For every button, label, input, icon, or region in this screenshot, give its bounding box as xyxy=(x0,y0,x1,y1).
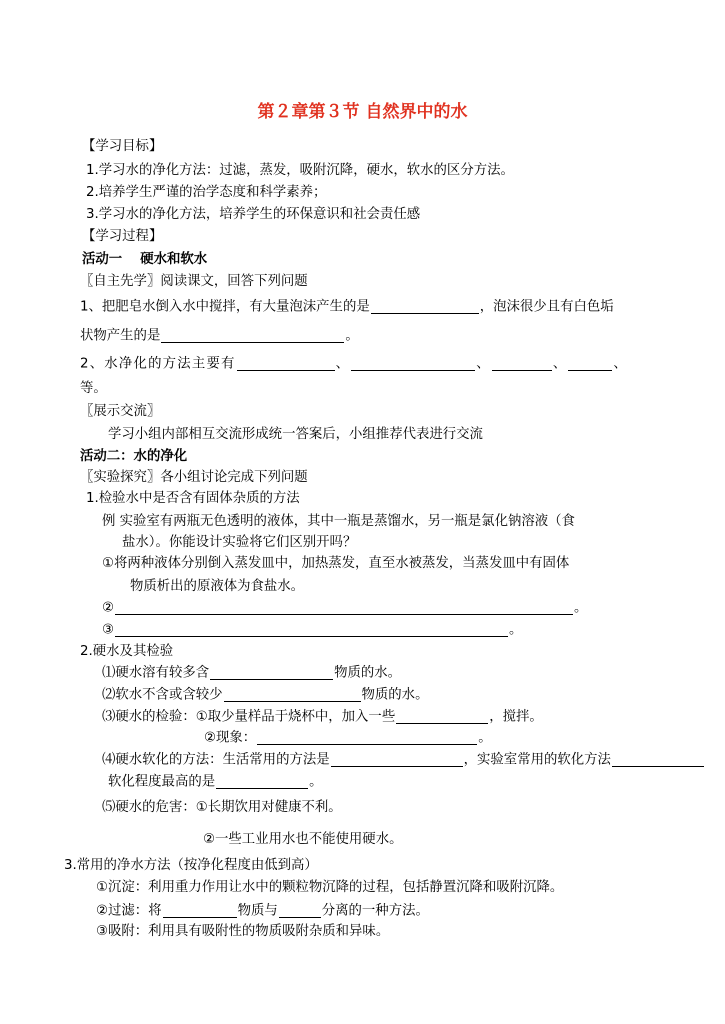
purify-method-2: ②过滤：将 物质与 分离的一种方法。 xyxy=(96,903,429,919)
answer-blank[interactable] xyxy=(257,731,477,745)
method-2: ② 。 xyxy=(102,600,588,616)
answer-blank[interactable] xyxy=(279,904,321,918)
answer-blank[interactable] xyxy=(115,601,573,615)
goal-item: 1.学习水的净化方法：过滤，蒸发，吸附沉降，硬水，软水的区分方法。 xyxy=(86,163,514,178)
purify-method-1: ①沉淀：利用重力作用让水中的颗粒物沉降的过程，包括静置沉降和吸附沉降。 xyxy=(96,880,564,895)
explore-heading: 〖实验探究〗各小组讨论完成下列问题 xyxy=(80,470,308,485)
example-text: 盐水）。你能设计实验将它们区别开吗？ xyxy=(122,535,357,550)
activity-one-title: 活动一 硬水和软水 xyxy=(82,252,208,267)
question-2-cont: 等。 xyxy=(80,381,107,396)
hard-water-def: ⑴硬水溶有较多含 物质的水。 xyxy=(102,665,402,681)
self-study-heading: 〖自主先学〗阅读课文，回答下列问题 xyxy=(80,274,308,289)
question-1-cont: 状物产生的是 。 xyxy=(80,328,359,344)
answer-blank[interactable] xyxy=(161,329,344,343)
example-text: 例 实验室有两瓶无色透明的液体，其中一瓶是蒸馏水，另一瓶是氯化钠溶液（食 xyxy=(102,514,575,529)
section-1-heading: 1.检验水中是否含有固体杂质的方法 xyxy=(86,491,300,506)
softening-best: 软化程度最高的是 。 xyxy=(108,774,323,790)
answer-blank[interactable] xyxy=(396,710,488,724)
process-heading: 【学习过程】 xyxy=(82,229,163,244)
answer-blank[interactable] xyxy=(210,666,333,680)
question-1: 1、把肥皂水倒入水中搅拌，有大量泡沫产生的是 ，泡沫很少且有白色垢 xyxy=(80,299,614,315)
answer-blank[interactable] xyxy=(224,688,361,702)
section-2-heading: 2.硬水及其检验 xyxy=(80,644,174,659)
goal-item: 2.培养学生严谨的治学态度和科学素养； xyxy=(86,185,327,200)
answer-blank[interactable] xyxy=(371,300,479,314)
answer-blank[interactable] xyxy=(612,753,704,767)
answer-blank[interactable] xyxy=(216,775,308,789)
answer-blank[interactable] xyxy=(568,357,612,371)
soft-water-def: ⑵软水不含或含较少 物质的水。 xyxy=(102,687,429,703)
show-text: 学习小组内部相互交流形成统一答案后，小组推荐代表进行交流 xyxy=(108,427,483,442)
answer-blank[interactable] xyxy=(115,623,508,637)
method-3: ③ 。 xyxy=(102,622,523,638)
purify-method-3: ③吸附：利用具有吸附性的物质吸附杂质和异味。 xyxy=(96,924,390,939)
show-heading: 〖展示交流〗 xyxy=(80,404,161,419)
answer-blank[interactable] xyxy=(351,357,475,371)
method-1: ①将两种液体分别倒入蒸发皿中，加热蒸发，直至水被蒸发，当蒸发皿中有固体 xyxy=(102,556,570,571)
hard-water-test-phenomenon: ②现象： 。 xyxy=(204,730,492,746)
activity-two-title: 活动二：水的净化 xyxy=(80,449,188,464)
answer-blank[interactable] xyxy=(331,753,463,767)
hard-water-harm-2: ②一些工业用水也不能使用硬水。 xyxy=(203,832,403,847)
softening-methods: ⑷硬水软化的方法：生活常用的方法是 ，实验室常用的软化方法 xyxy=(102,753,705,767)
section-3-heading: 3.常用的净水方法（按净化程度由低到高） xyxy=(64,858,318,873)
answer-blank[interactable] xyxy=(163,904,237,918)
goal-item: 3.学习水的净化方法，培养学生的环保意识和社会责任感 xyxy=(86,207,421,222)
question-2: 2、水净化的方法主要有 、 、 、 、 xyxy=(80,356,628,372)
answer-blank[interactable] xyxy=(237,357,335,371)
hard-water-harm: ⑸硬水的危害：①长期饮用对健康不利。 xyxy=(102,800,342,815)
goals-heading: 【学习目标】 xyxy=(82,139,163,154)
page-title: 第２章第３节 自然界中的水 xyxy=(257,102,468,122)
hard-water-test: ⑶硬水的检验：①取少量样品于烧杯中，加入一些 ，搅拌。 xyxy=(102,709,543,725)
method-1-cont: 物质析出的原液体为食盐水。 xyxy=(130,579,305,594)
answer-blank[interactable] xyxy=(492,357,552,371)
